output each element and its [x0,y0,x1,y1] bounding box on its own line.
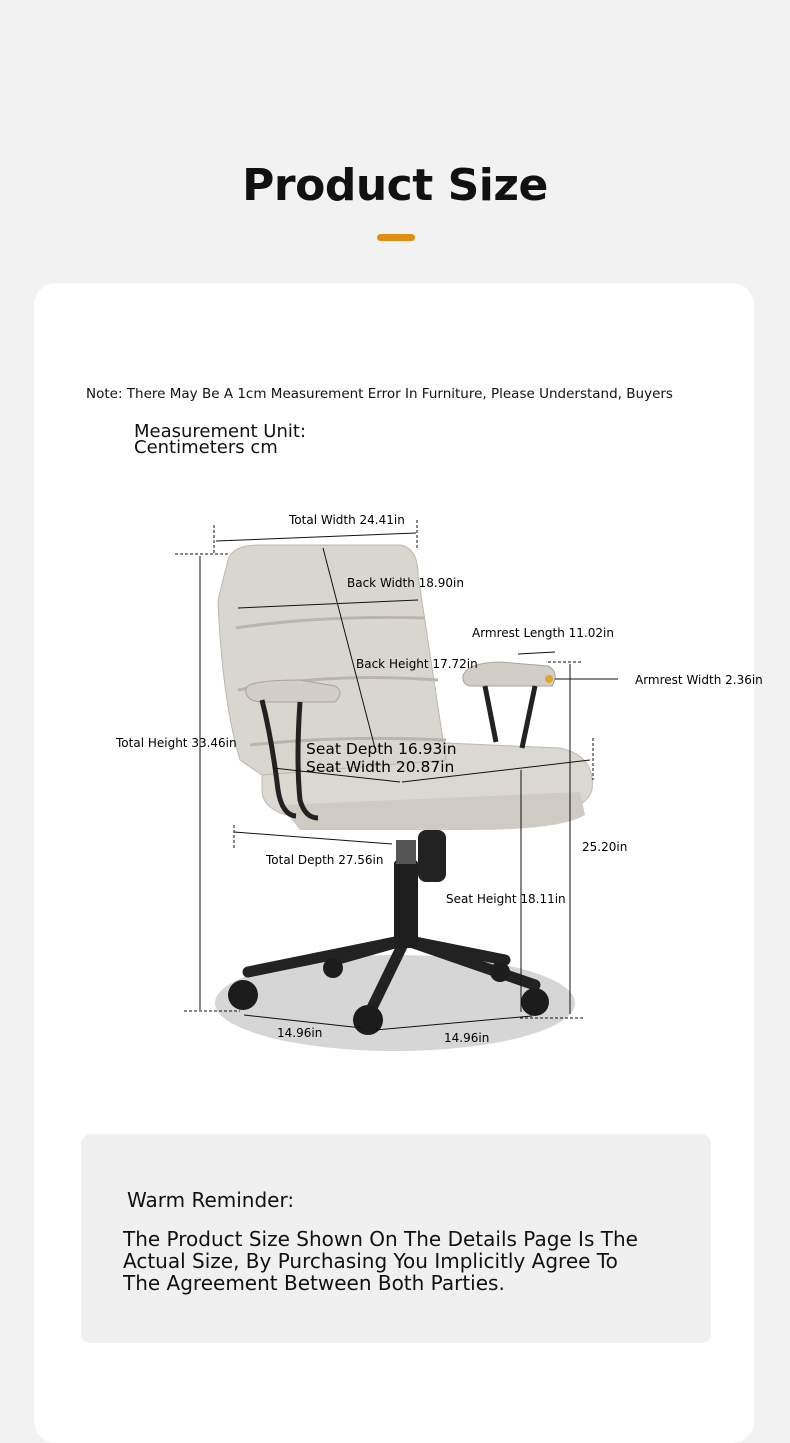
armrest-height-label: 25.20in [582,840,628,854]
armrest-width-label: Armrest Width 2.36in [635,673,763,687]
page-title: Product Size [242,160,548,211]
measurement-note: Note: There May Be A 1cm Measurement Error In Furniture, Please Understand, Buyers [86,386,673,402]
base-left-label: 14.96in [277,1026,323,1040]
title-underline [377,234,415,241]
total-height-label: Total Height 33.46in [116,736,237,750]
reminder-title: Warm Reminder: [127,1188,295,1212]
reminder-body: The Product Size Shown On The Details Page Is The Actual Size, By Purchasing You Implicitly Agree To The Agreement Between Both Parties. [123,1227,638,1295]
armrest-length-label: Armrest Length 11.02in [472,626,614,640]
unit-label: Measurement Unit: [134,421,307,442]
armrest-right [463,662,555,748]
gas-cylinder [394,860,418,948]
total-width-label: Total Width 24.41in [289,513,405,527]
base-right-label: 14.96in [444,1031,490,1045]
measurement-unit [134,421,307,458]
chair-dimension-diagram [0,480,790,1080]
back-height-label: Back Height 17.72in [356,657,478,671]
seat-depth-width-label: Seat Depth 16.93in Seat Width 20.87in [306,740,457,776]
unit-value: Centimeters cm [134,437,278,458]
back-width-label: Back Width 18.90in [347,576,464,590]
seat-height-label: Seat Height 18.11in [446,892,566,906]
total-depth-label: Total Depth 27.56in [266,853,384,867]
